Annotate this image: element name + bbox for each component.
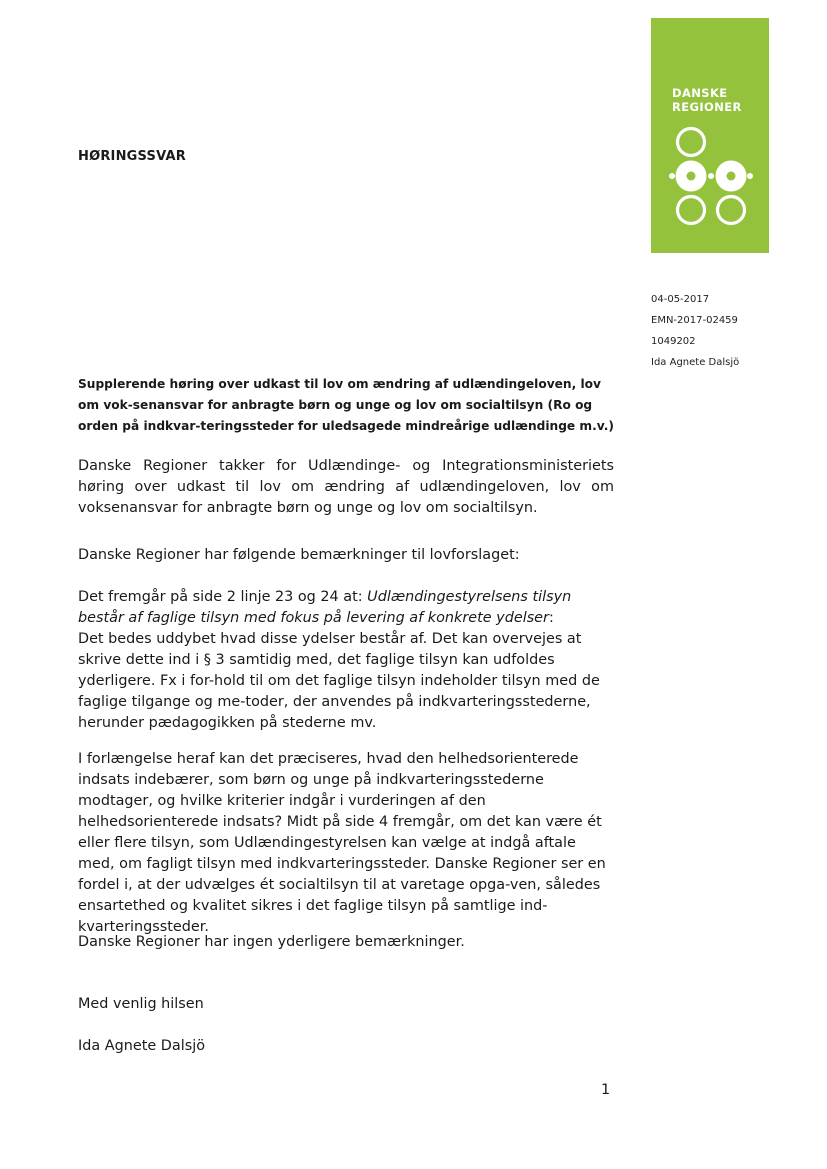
document-metadata [651,289,739,373]
danske-regioner-logo [651,18,769,253]
page-number: 1 [601,1082,611,1098]
document-heading: HØRINGSSVAR [78,149,186,164]
logo-circles-icon [651,18,769,253]
logo-line-2: REGIONER [672,100,742,114]
paragraph-supervision-body: Det bedes uddybet hvad disse ydelser består af. Det kan overvejes at skrive dette ind i § 3 samtidig med, det faglige tilsyn kan udfoldes yderligere. Fx i for-hold til om det faglige tilsyn indeholder tilsyn med de faglige tilgange og me-toder, der anvendes på indkvarteringsstederne, herunder pædagogikken på stederne mv. [78,631,600,731]
signer-name: Ida Agnete Dalsjö [78,1038,205,1054]
paragraph-holistic-effort: I forlængelse heraf kan det præciseres, hvad den helhedsorienterede indsats indebærer, som børn og unge på indkvarteringsstederne modtager, og hvilke kriterier indgår i vurderingen af den helhedsorienterede indsats? Midt på side 4 fremgår, om det kan være ét eller flere tilsyn, som Udlændingestyrelsen kan vælge at indgå aftale med, om fagligt tilsyn med indkvarteringssteder. Danske Regioner ser en fordel i, at der udvælges ét socialtilsyn til at varetage opga-ven, således ensartethed og kvalitet sikres i det faglige tilsyn på samtlige ind-kvarteringssteder. [78,751,606,935]
paragraph-no-further-remarks: Danske Regioner har ingen yderligere bemærkninger. [78,934,465,950]
meta-document-number: 1049202 [651,336,696,347]
closing-salutation: Med venlig hilsen [78,996,204,1012]
paragraph-supervision-quote: Udlændingestyrelsens tilsyn består af faglige tilsyn med fokus på levering af konkrete ydelser [78,589,572,626]
paragraph-supervision [78,587,614,734]
paragraph-supervision-colon: : [548,610,554,626]
meta-date: 04-05-2017 [651,294,710,305]
meta-case-number: EMN-2017-02459 [651,315,738,326]
logo-line-1: DANSKE [672,86,728,100]
document-subject: Supplerende høring over udkast til lov om ændring af udlændingeloven, lov om vok-senansvar for anbragte børn og unge og lov om socialtilsyn (Ro og orden på indkvar-teringssteder for uledsagede mindreårige udlændinge m.v.) [78,377,614,433]
paragraph-supervision-lead [78,587,614,629]
meta-author: Ida Agnete Dalsjö [651,357,740,368]
paragraph-intro: Danske Regioner takker for Udlændinge- og Integrationsministeriets høring over udkast til lov om ændring af udlændingeloven, lov om voksenansvar for anbragte børn og unge og lov om socialtilsyn. [78,458,614,516]
paragraph-supervision-intro: Det fremgår på side 2 linje 23 og 24 at: [78,589,368,605]
paragraph-remarks-lead: Danske Regioner har følgende bemærkninger til lovforslaget: [78,547,520,563]
